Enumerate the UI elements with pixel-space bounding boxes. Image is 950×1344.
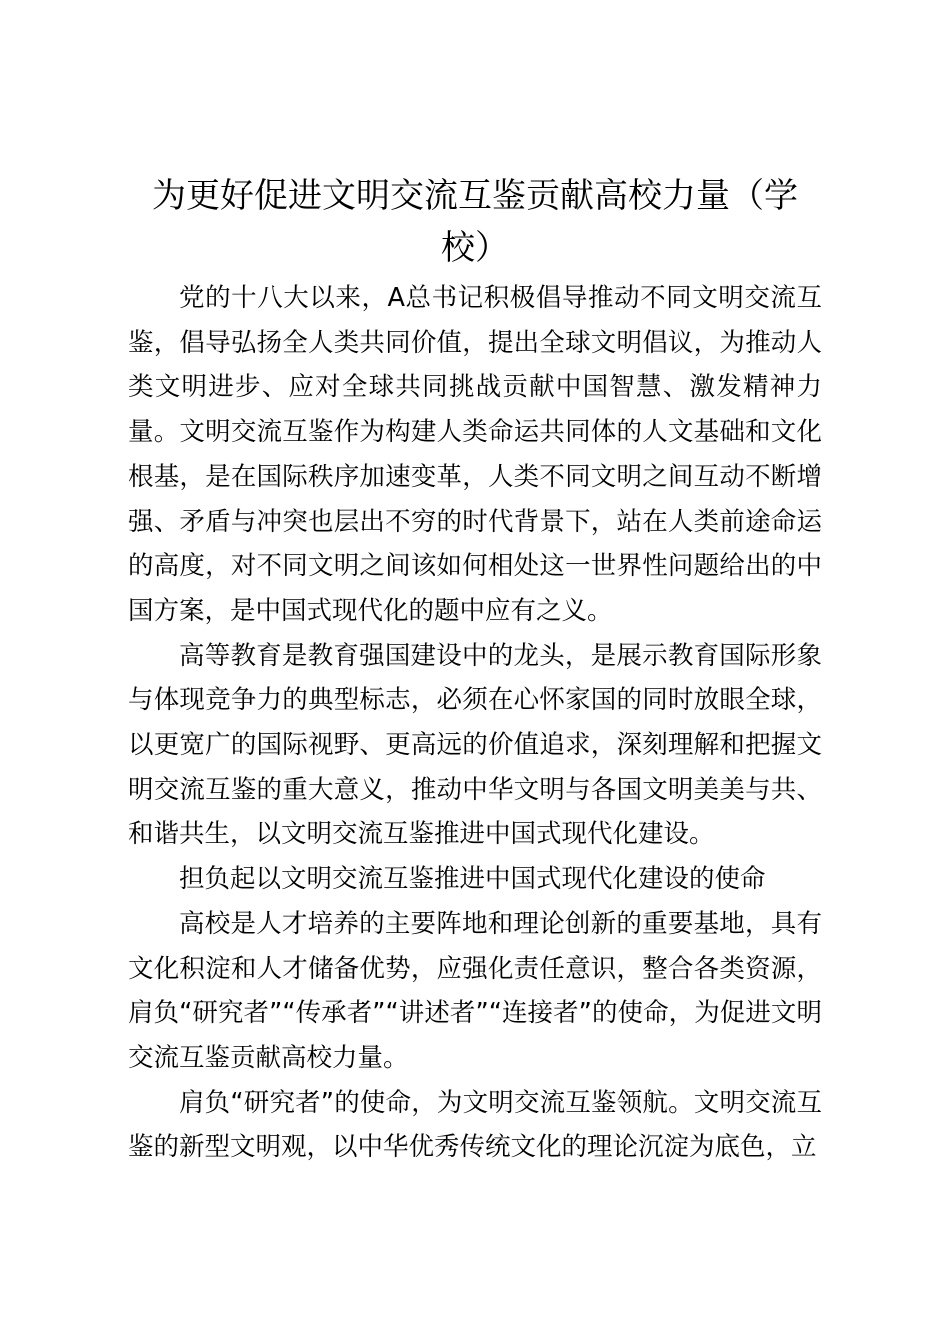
- document-title: 为更好促进文明交流互鉴贡献高校力量（学校）: [152, 176, 798, 268]
- paragraph-intro: 党的十八大以来，A总书记积极倡导推动不同文明交流互鉴，倡导弘扬全人类共同价值，提出全球文明倡议，为推动人类文明进步、应对全球共同挑战贡献中国智慧、激发精神力量。文明交流互鉴作为构建人类命运共同体的人文基础和文化根基，是在国际秩序加速变革，人类不同文明之间互动不断增强、矛盾与冲突也层出不穷的时代背景下，站在人类前途命运的高度，对不同文明之间该如何相处这一世界性问题给出的中国方案，是中国式现代化的题中应有之义。: [128, 283, 822, 626]
- paragraph-researcher-mission: 肩负“研究者”的使命，为文明交流互鉴领航。文明交流互鉴的新型文明观，以中华优秀传统文化的理论沉淀为底色，立: [128, 1087, 822, 1163]
- paragraph-higher-education: 高等教育是教育强国建设中的龙头，是展示教育国际形象与体现竞争力的典型标志，必须在心怀家国的同时放眼全球，以更宽广的国际视野、更高远的价值追求，深刻理解和把握文明交流互鉴的重大意义，推动中华文明与各国文明美美与共、和谐共生，以文明交流互鉴推进中国式现代化建设。: [128, 640, 822, 850]
- paragraph-universities-role: 高校是人才培养的主要阵地和理论创新的重要基地，具有文化积淀和人才储备优势，应强化责任意识，整合各类资源，肩负“研究者”“传承者”“讲述者”“连接者”的使命，为促进文明交流互鉴贡献高校力量。: [128, 908, 822, 1073]
- document-body: [128, 276, 822, 1170]
- section-heading-mission: 担负起以文明交流互鉴推进中国式现代化建设的使命: [179, 864, 766, 895]
